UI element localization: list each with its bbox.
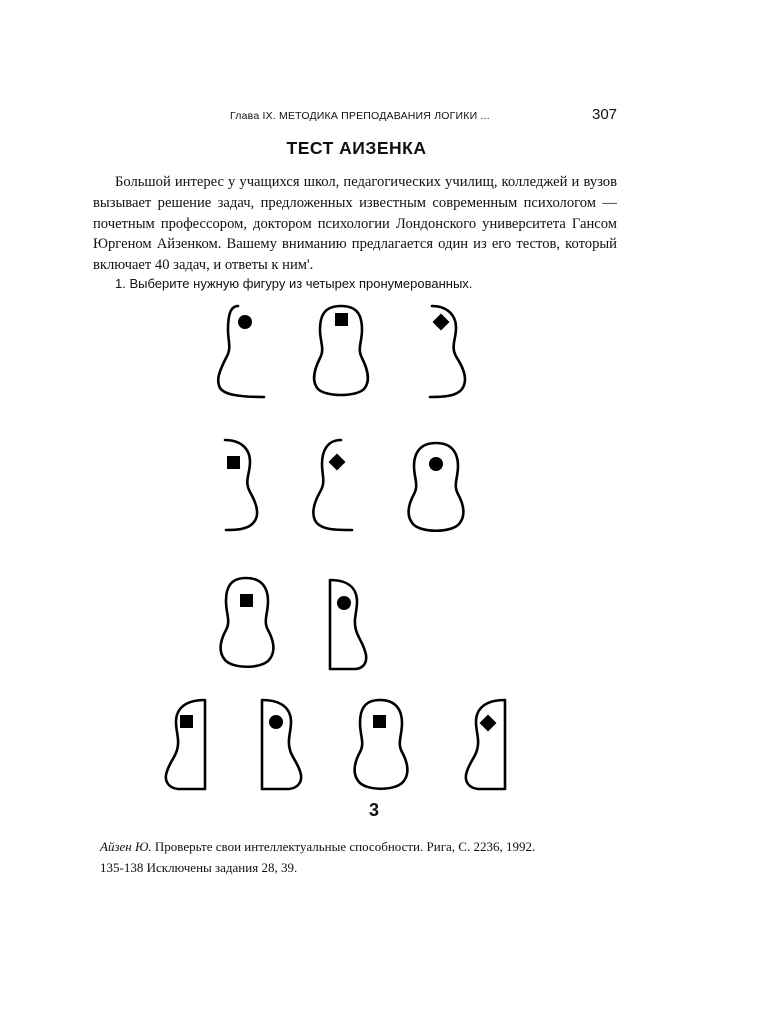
square-symbol <box>335 313 348 326</box>
diamond-symbol <box>480 715 497 732</box>
figure-r3-c1 <box>221 578 274 667</box>
figure-r1-c2 <box>314 306 368 395</box>
square-symbol <box>227 456 240 469</box>
circle-symbol <box>269 715 283 729</box>
circle-symbol <box>238 315 252 329</box>
option-2[interactable] <box>262 700 301 789</box>
option-4[interactable] <box>466 700 505 789</box>
page-title: ТЕСТ АИЗЕНКА <box>286 138 427 158</box>
option-1[interactable] <box>166 700 205 789</box>
figure-r2-c3 <box>409 443 464 531</box>
square-symbol <box>240 594 253 607</box>
figure-r2-c1 <box>225 440 257 530</box>
footnote-line2 <box>100 857 660 878</box>
footnote <box>100 836 660 878</box>
footnote-author: Айзен Ю. <box>100 839 152 854</box>
figure-r1-c1 <box>218 306 264 397</box>
square-symbol <box>373 715 386 728</box>
diamond-symbol <box>329 454 346 471</box>
answer-number: 3 <box>369 800 380 820</box>
intro-paragraph: Большой интерес у учащихся школ, педагогических училищ, колледжей и вузов вызывает решение задач, предложенных известным современным психологом — почетным профессором, доктором психологии Лондонского университета Гансом Юргеном Айзенком. Вашему вниманию предлагается один из его тестов, который включает 40 задач, и ответы к ним'. <box>93 174 617 274</box>
option-3[interactable] <box>355 700 408 789</box>
chapter-title: Глава IX. МЕТОДИКА ПРЕПОДАВАНИЯ ЛОГИКИ ... <box>230 110 490 122</box>
circle-symbol <box>429 457 443 471</box>
task-instruction: 1. Выберите нужную фигуру из четырех пронумерованных. <box>115 276 473 291</box>
figure-r3-c2 <box>330 580 366 669</box>
figure-r1-c3 <box>430 306 465 397</box>
footnote-excluded: Исключены задания 28, 39. <box>146 860 298 875</box>
footnote-source: Проверьте свои интеллектуальные способности. Рига, С. 2236, 1992. <box>154 839 536 854</box>
circle-symbol <box>337 596 351 610</box>
diamond-symbol <box>433 314 450 331</box>
square-symbol <box>180 715 193 728</box>
footnote-pages: 135-138 <box>100 860 144 875</box>
footnote-line1 <box>100 836 660 857</box>
figure-r2-c2 <box>313 440 352 530</box>
page-number: 307 <box>592 106 618 123</box>
